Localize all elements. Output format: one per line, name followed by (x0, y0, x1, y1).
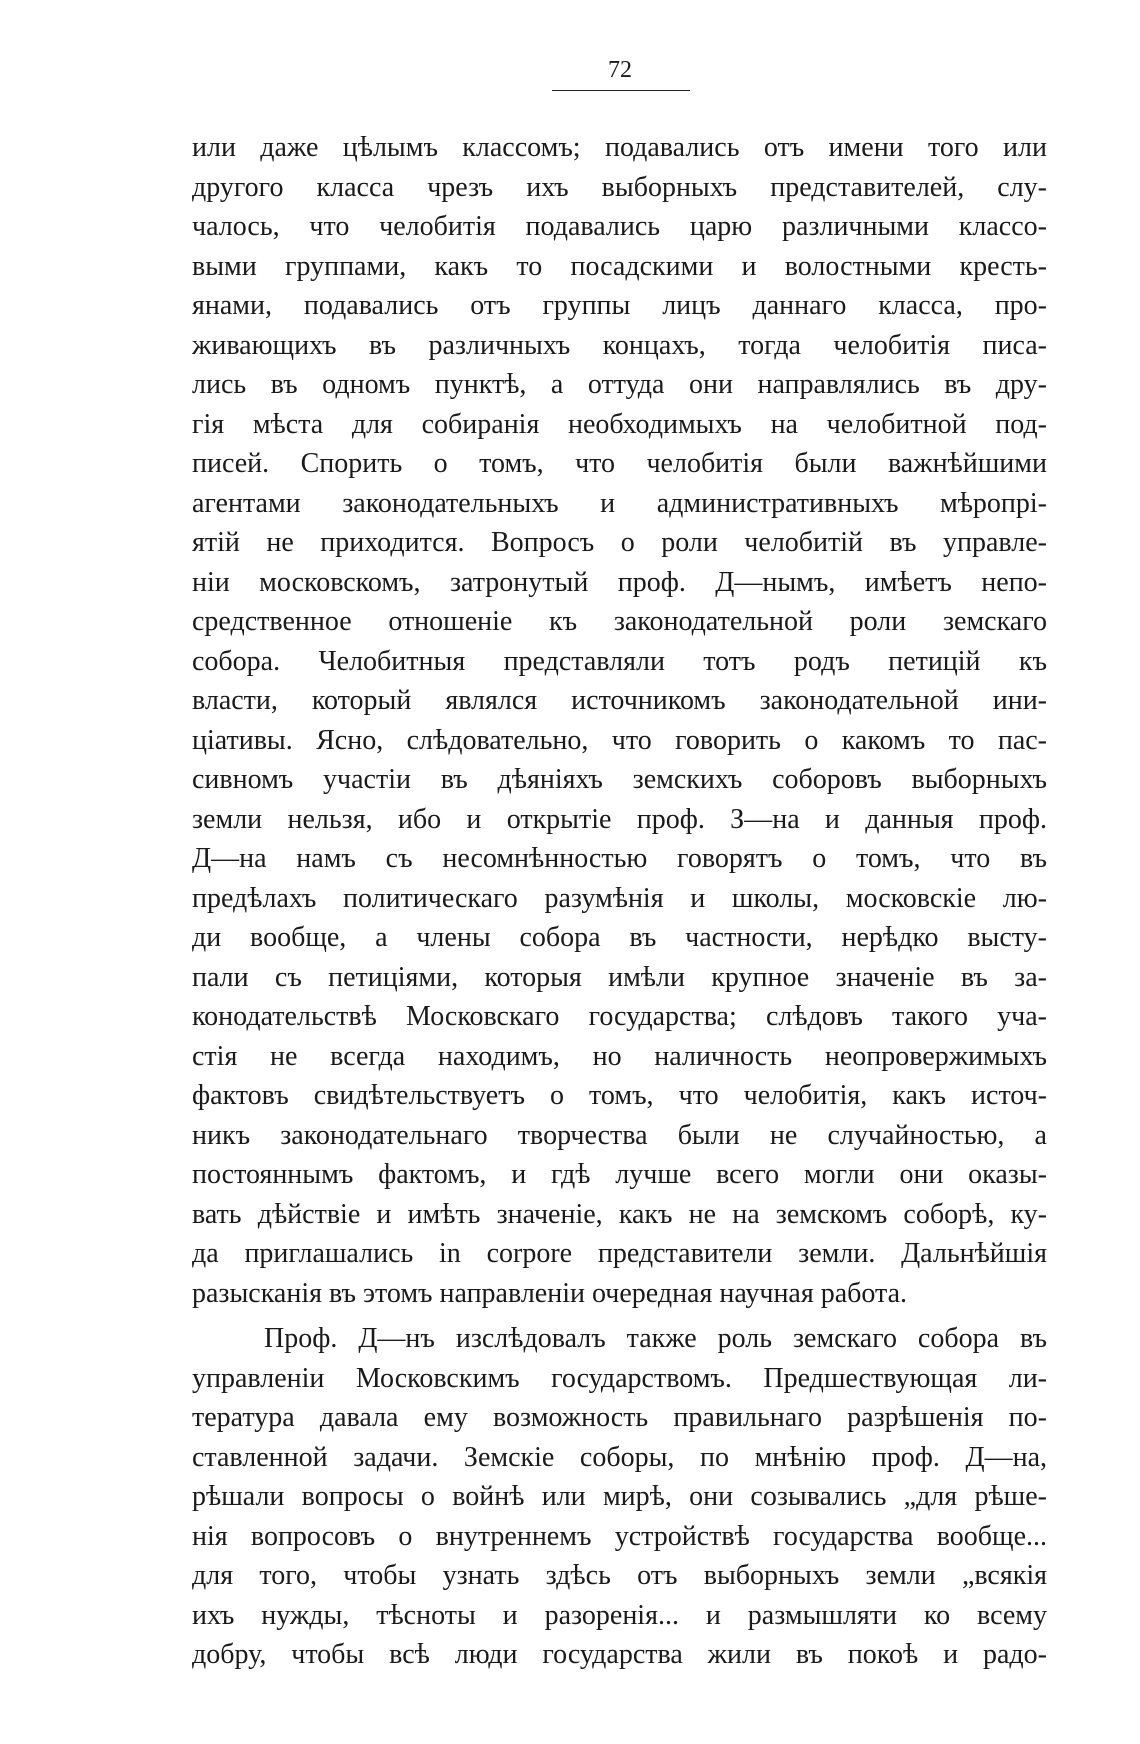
text-line: вать дѣйствіе и имѣть значеніе, какъ не на земскомъ соборѣ, ку- (192, 1198, 1047, 1230)
text-line: ціативы. Ясно, слѣдовательно, что говорить о какомъ то пас- (192, 724, 1047, 756)
paragraph-1 (192, 128, 1047, 1313)
text-line: сивномъ участіи въ дѣяніяхъ земскихъ соборовъ выборныхъ (192, 764, 1047, 795)
text-line: власти, который являлся источникомъ законодательной ини- (192, 685, 1047, 716)
text-line: ихъ нужды, тѣсноты и разоренія... и размышляти ко всему (192, 1599, 1047, 1631)
text-line: или даже цѣлымъ классомъ; подавались отъ имени того или (192, 132, 1047, 163)
text-line: никъ законодательнаго творчества были не случайностью, а (192, 1119, 1047, 1151)
text-line: другого класса чрезъ ихъ выборныхъ представителей, слу- (192, 171, 1047, 203)
text-line: постояннымъ фактомъ, и гдѣ лучше всего могли они оказы- (192, 1159, 1047, 1190)
text-line: ставленной задачи. Земскіе соборы, по мнѣнію проф. Д—на, (192, 1441, 1047, 1473)
text-line: тература давала ему возможность правильнаго разрѣшенія по- (192, 1402, 1047, 1433)
text-line: агентами законодательныхъ и административныхъ мѣропрі- (192, 487, 1047, 519)
text-line: собора. Челобитныя представляли тотъ родъ петицій къ (192, 645, 1047, 677)
text-line: ятій не приходится. Вопросъ о роли челобитій въ управле- (192, 527, 1047, 558)
text-line: да приглашались in corpore представители земли. Дальнѣйшія (192, 1238, 1047, 1269)
text-line: чалось, что челобитія подавались царю различными классо- (192, 211, 1047, 242)
text-line: фактовъ свидѣтельствуетъ о томъ, что челобитія, какъ источ- (192, 1080, 1047, 1111)
text-line: янами, подавались отъ группы лицъ даннаго класса, про- (192, 290, 1047, 321)
text-line: писей. Спорить о томъ, что челобитія были важнѣйшими (192, 448, 1047, 479)
text-line: средственное отношеніе къ законодательной роли земскаго (192, 606, 1047, 637)
text-line: для того, чтобы узнать здѣсь отъ выборныхъ земли „всякія (192, 1560, 1047, 1591)
body-text (192, 128, 1047, 1675)
paragraph-2 (192, 1319, 1047, 1675)
text-line: Проф. Д—нъ изслѣдовалъ также роль земскаго собора въ (264, 1323, 1047, 1354)
page-number-rule (552, 90, 690, 91)
page-number: 72 (608, 57, 632, 83)
text-line: управленіи Московскимъ государствомъ. Предшествующая ли- (192, 1362, 1047, 1394)
text-line: предѣлахъ политическаго разумѣнія и школы, московскіе лю- (192, 882, 1047, 914)
text-line: Д—на намъ съ несомнѣнностью говорятъ о томъ, что въ (192, 843, 1047, 874)
text-line: гія мѣста для собиранія необходимыхъ на челобитной под- (192, 408, 1047, 440)
text-line: стія не всегда находимъ, но наличность неопровержимыхъ (192, 1040, 1047, 1072)
text-line: земли нельзя, ибо и открытіе проф. З—на и данныя проф. (192, 803, 1047, 835)
text-line: ди вообще, а члены собора въ частности, нерѣдко высту- (192, 922, 1047, 953)
text-line: нія вопросовъ о внутреннемъ устройствѣ государства вообще... (192, 1520, 1047, 1552)
text-line: лись въ одномъ пунктѣ, а оттуда они направлялись въ дру- (192, 369, 1047, 400)
text-line: ніи московскомъ, затронутый проф. Д—нымъ, имѣетъ непо- (192, 566, 1047, 598)
text-line: пали съ петиціями, которыя имѣли крупное значеніе въ за- (192, 961, 1047, 993)
text-line: выми группами, какъ то посадскими и волостными кресть- (192, 250, 1047, 282)
text-line: добру, чтобы всѣ люди государства жили въ покоѣ и радо- (192, 1639, 1047, 1670)
text-line: конодательствѣ Московскаго государства; слѣдовъ такого уча- (192, 1001, 1047, 1032)
text-line: рѣшали вопросы о войнѣ или мирѣ, они созывались „для рѣше- (192, 1481, 1047, 1512)
text-line: разысканія въ этомъ направленіи очередная научная работа. (192, 1277, 908, 1309)
text-line: живающихъ въ различныхъ концахъ, тогда челобитія писа- (192, 329, 1047, 361)
